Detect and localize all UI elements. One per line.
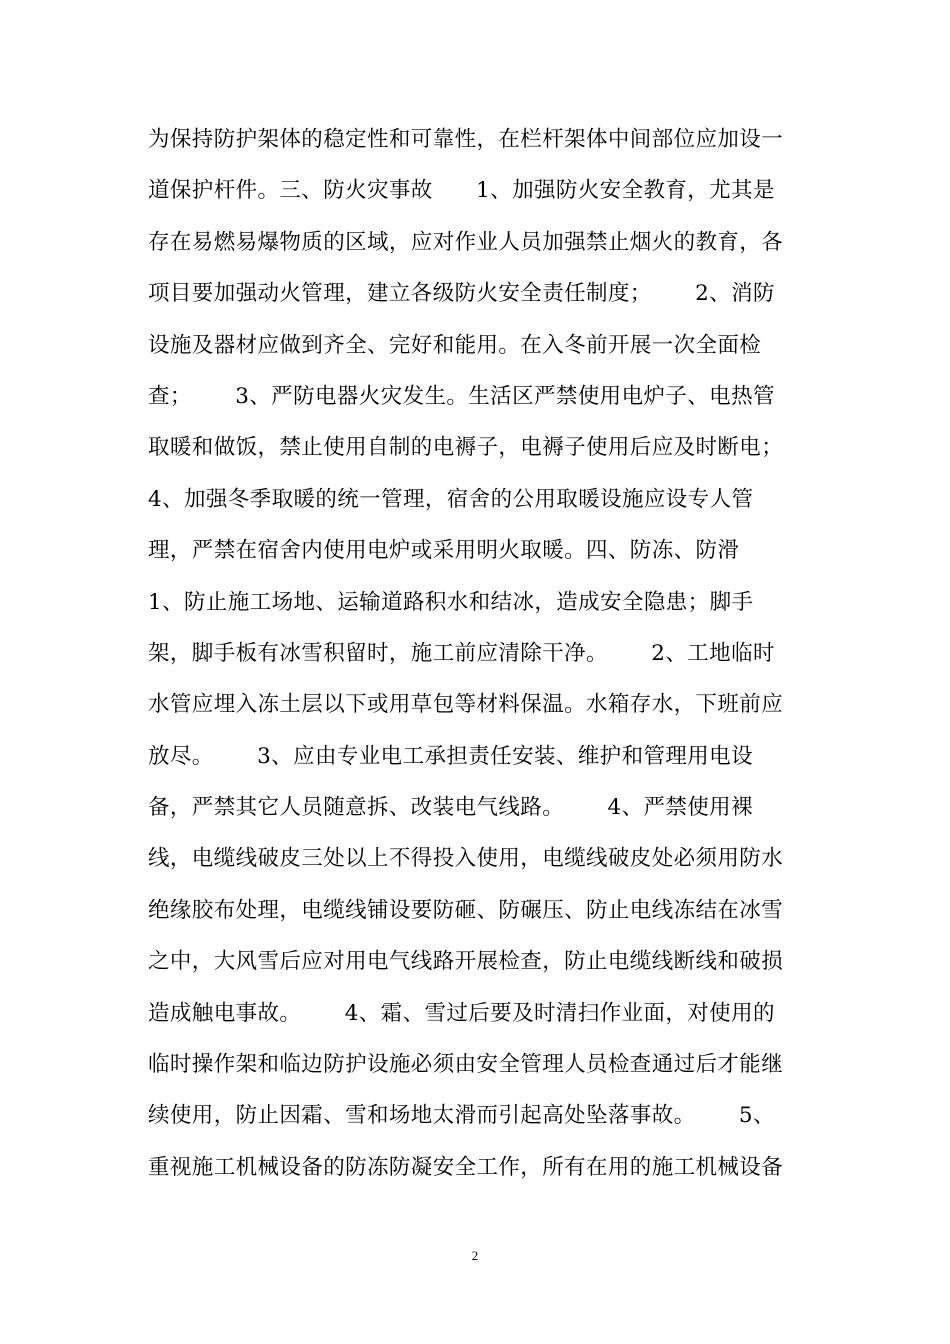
text-line: 为保持防护架体的稳定性和可靠性，在栏杆架体中间部位应加设一: [148, 127, 784, 152]
text-line: 之中，大风雪后应对用电气线路开展检查，防止电缆线断线和破损: [148, 949, 784, 975]
page-number: 2: [471, 1248, 479, 1263]
text-line: 4、加强冬季取暖的统一管理，宿舍的公用取暖设施应设专人管: [148, 486, 754, 512]
text-line: 放尽。 3、应由专业电工承担责任安装、维护和管理用电设: [148, 743, 753, 769]
text-line: 查； 3、严防电器火灾发生。生活区严禁使用电炉子、电热管: [148, 383, 775, 409]
text-line: 线，电缆线破皮三处以上不得投入使用，电缆线破皮处必须用防水: [148, 846, 784, 872]
text-line: 存在易燃易爆物质的区域，应对作业人员加强禁止烟火的教育，各: [148, 229, 784, 255]
text-line: 理，严禁在宿舍内使用电炉或采用明火取暖。四、防冻、防滑: [148, 538, 740, 564]
text-line: 备，严禁其它人员随意拆、改装电气线路。 4、严禁使用裸: [148, 795, 753, 821]
text-line: 项目要加强动火管理，建立各级防火安全责任制度； 2、消防: [148, 281, 775, 307]
text-line: 取暖和做饭，禁止使用自制的电褥子，电褥子使用后应及时断电；: [148, 435, 784, 461]
text-line: 架，脚手板有冰雪积留时，施工前应清除干净。 2、工地临时: [148, 640, 775, 666]
text-line: 1、防止施工场地、运输道路积水和结冰，造成安全隐患；脚手: [148, 589, 754, 615]
text-line: 绝缘胶布处理，电缆线铺设要防砸、防碾压、防止电线冻结在冰雪: [148, 897, 784, 923]
text-line: 水管应埋入冻土层以下或用草包等材料保温。水箱存水，下班前应: [148, 692, 784, 718]
text-line: 重视施工机械设备的防冻防凝安全工作，所有在用的施工机械设备: [148, 1154, 784, 1180]
text-line: 设施及器材应做到齐全、完好和能用。在入冬前开展一次全面检: [148, 332, 762, 358]
text-line: 造成触电事故。 4、霜、雪过后要及时清扫作业面，对使用的: [148, 1000, 775, 1026]
text-line: 续使用，防止因霜、雪和场地太滑而引起高处坠落事故。 5、: [148, 1103, 775, 1129]
text-line: 道保护杆件。三、防火灾事故 1、加强防火安全教育，尤其是: [148, 178, 775, 204]
body-text: [148, 114, 808, 1193]
text-line: 临时操作架和临边防护设施必须由安全管理人员检查通过后才能继: [148, 1052, 784, 1078]
